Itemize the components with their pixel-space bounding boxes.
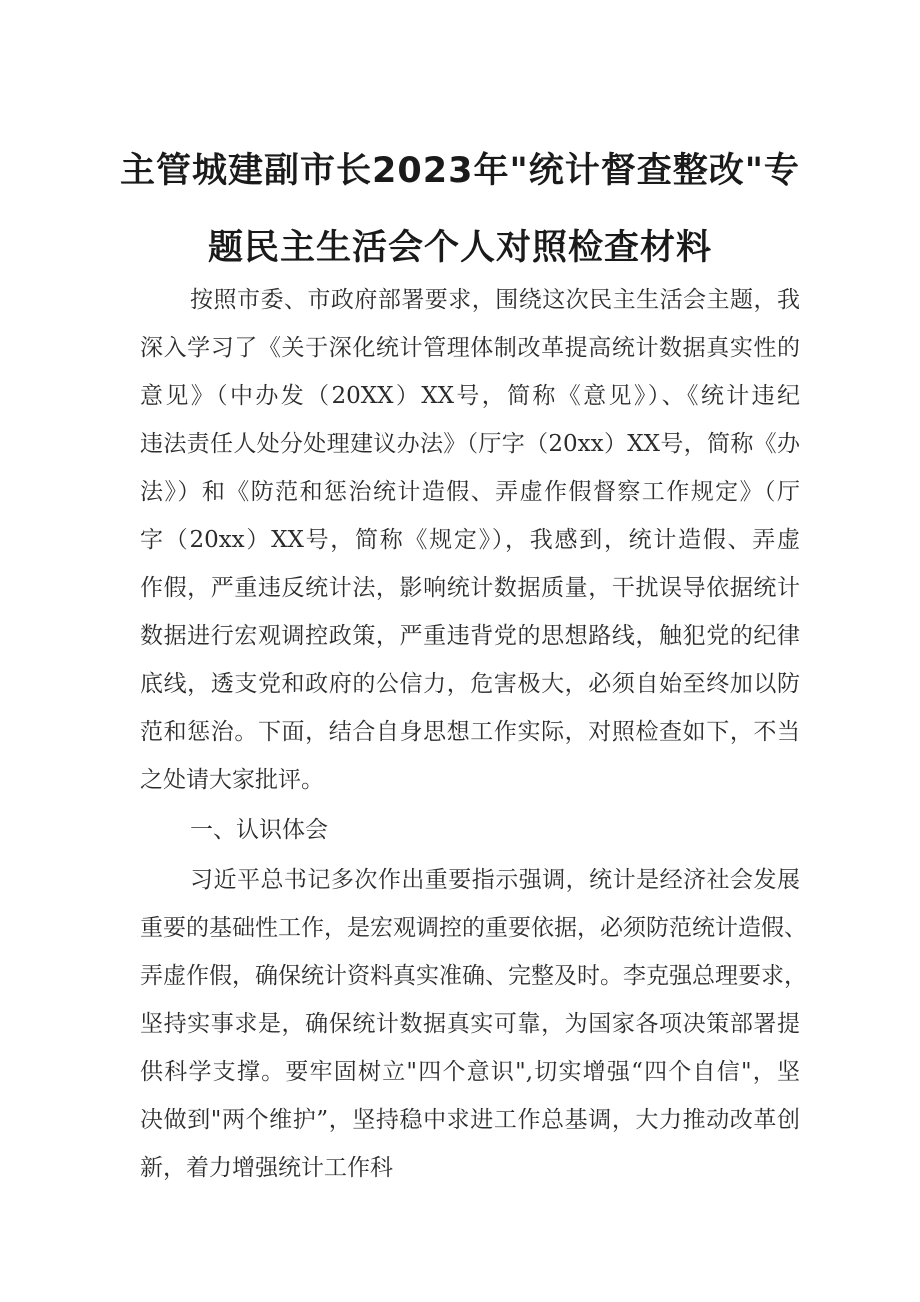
paragraph-1-line: 之处请大家批评。: [140, 767, 324, 793]
paragraph-1-line: 字（20xx）XX号，简称《规定》），我感到，统计造假、弄虚: [140, 527, 800, 553]
paragraph-1-line: 法》）和《防范和惩治统计造假、弄虚作假督察工作规定》（厅: [140, 479, 800, 505]
paragraph-1-line: 意见》（中办发（20XX）XX号，简称《意见》）、《统计违纪: [140, 383, 800, 409]
paragraph-2-line: 坚持实事求是，确保统计数据真实可靠，为国家各项决策部署提: [140, 1011, 800, 1037]
section-heading: 一、认识体会: [190, 817, 328, 843]
paragraph-2-line: 决做到"两个维护”，坚持稳中求进工作总基调，大力推动改革创: [140, 1107, 800, 1133]
paragraph-2-line: 弄虚作假，确保统计资料真实准确、完整及时。李克强总理要求，: [140, 963, 807, 989]
paragraph-1-line: 深入学习了《关于深化统计管理体制改革提高统计数据真实性的: [140, 335, 800, 361]
paragraph-1-line: 底线，透支党和政府的公信力，危害极大，必须自始至终加以防: [140, 671, 800, 697]
document-title-line-2: 题民主生活会个人对照检查材料: [207, 228, 712, 268]
paragraph-1-line: 数据进行宏观调控政策，严重违背党的思想路线，触犯党的纪律: [140, 623, 800, 649]
paragraph-2-line: 供科学支撑。要牢固树立"四个意识",切实增强“四个自信"，坚: [140, 1059, 800, 1085]
paragraph-1-line: 违法责任人处分处理建议办法》（厅字（20xx）XX号，简称《办: [140, 431, 800, 457]
paragraph-2-line: 习近平总书记多次作出重要指示强调，统计是经济社会发展: [190, 867, 800, 893]
document-title-line-1: 主管城建副市长2023年"统计督查整改"专: [120, 151, 800, 191]
paragraph-2-line: 重要的基础性工作，是宏观调控的重要依据，必须防范统计造假、: [140, 915, 807, 941]
paragraph-1-line: 作假，严重违反统计法，影响统计数据质量，干扰误导依据统计: [140, 575, 800, 601]
paragraph-2-line: 新，着力增强统计工作科: [140, 1155, 393, 1181]
paragraph-1-line: 范和惩治。下面，结合自身思想工作实际，对照检查如下，不当: [140, 719, 800, 745]
paragraph-1-line: 按照市委、市政府部署要求，围绕这次民主生活会主题，我: [190, 287, 800, 313]
